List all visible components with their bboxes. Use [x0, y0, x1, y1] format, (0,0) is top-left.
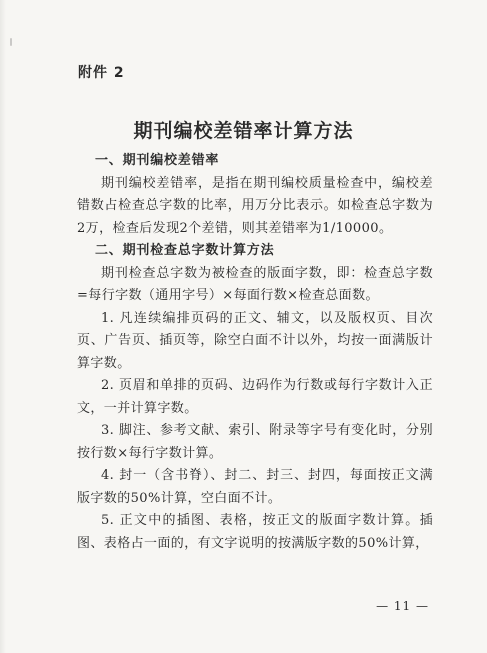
section-2-paragraph-2: 1. 凡连续编排页码的正文、辅文，以及版权页、目次页、广告页、插页等，除空白面不计以外，均按一面满版计算字数。	[77, 310, 433, 371]
section-2-paragraph-3: 2. 页眉和单排的页码、边码作为行数或每行字数计入正文，一并计算字数。	[77, 378, 433, 416]
section-2-paragraph-1: 期刊检查总字数为被检查的版面字数，即：检查总字数=每行字数（通用字号）×每面行数×检查总面数。	[77, 265, 433, 303]
document-body	[77, 150, 433, 555]
section-heading-2: 二、期刊检查总字数计算方法	[95, 243, 275, 258]
section-heading-1: 一、期刊编校差错率	[95, 153, 220, 168]
section-1-paragraph-1: 期刊编校差错率，是指在期刊编校质量检查中，编校差错数占检查总字数的比率，用万分比表示。如检查总字数为2万，检查后发现2个差错，则其差错率为1/10000。	[77, 175, 433, 236]
section-2-paragraph-6: 5. 正文中的插图、表格，按正文的版面字数计算。插图、表格占一面的，有文字说明的按满版字数的50%计算，	[77, 513, 433, 551]
section-2-paragraph-4: 3. 脚注、参考文献、索引、附录等字号有变化时，分别按行数×每行字数计算。	[77, 423, 433, 461]
attachment-label: 附件 2	[78, 65, 125, 81]
section-2-paragraph-5: 4. 封一（含书脊）、封二、封三、封四，每面按正文满版字数的50%计算，空白面不计。	[77, 468, 433, 506]
page-edge-shadow	[0, 0, 6, 653]
document-title: 期刊编校差错率计算方法	[133, 120, 354, 142]
page-number: — 11 —	[376, 599, 429, 613]
binding-mark	[10, 38, 12, 46]
